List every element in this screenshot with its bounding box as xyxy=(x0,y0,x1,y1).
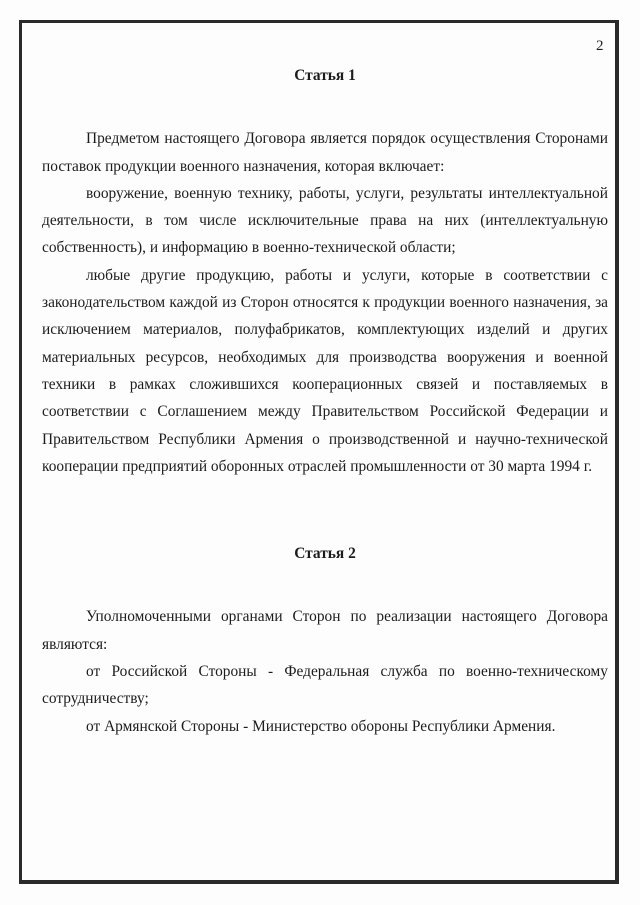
article-1-paragraph-1: Предметом настоящего Договора является порядок осуществления Сторонами поставок продукции военного назначения, которая включает: xyxy=(42,130,608,175)
article-2-paragraph-2: от Российской Стороны - Федеральная служба по военно-техническому сотрудничеству; xyxy=(42,663,608,708)
article-1-paragraph-3: любые другие продукцию, работы и услуги, которые в соответствии с законодательством каждой из Сторон относятся к продукции военного назначения, за исключением материалов, полуфабрикатов, комплектующих изделий и других материальных ресурсов, необходимых для производства вооружения и военной техники в рамках сложившихся кооперационных связей и поставляемых в соответствии с Соглашением между Правительством Российской Федерации и Правительством Республики Армения о производственной и научно-технической кооперации предприятий оборонных отраслей промышленности от 30 марта 1994 г. xyxy=(42,266,608,475)
article-2-title: Статья 2 xyxy=(294,545,356,563)
article-2-paragraph-1: Уполномоченными органами Сторон по реализации настоящего Договора являются: xyxy=(42,608,608,653)
page-number: 2 xyxy=(596,38,604,54)
article-2-paragraph-3: от Армянской Стороны - Министерство обороны Республики Армения. xyxy=(86,717,556,735)
document-body xyxy=(42,36,608,740)
article-1-paragraph-2: вооружение, военную технику, работы, услуги, результаты интеллектуальной деятельности, в том числе исключительные права на них (интеллектуальную собственность), и информацию в военно-технической области; xyxy=(42,184,608,257)
article-1-title: Статья 1 xyxy=(294,67,356,84)
section-spacer xyxy=(42,480,608,540)
